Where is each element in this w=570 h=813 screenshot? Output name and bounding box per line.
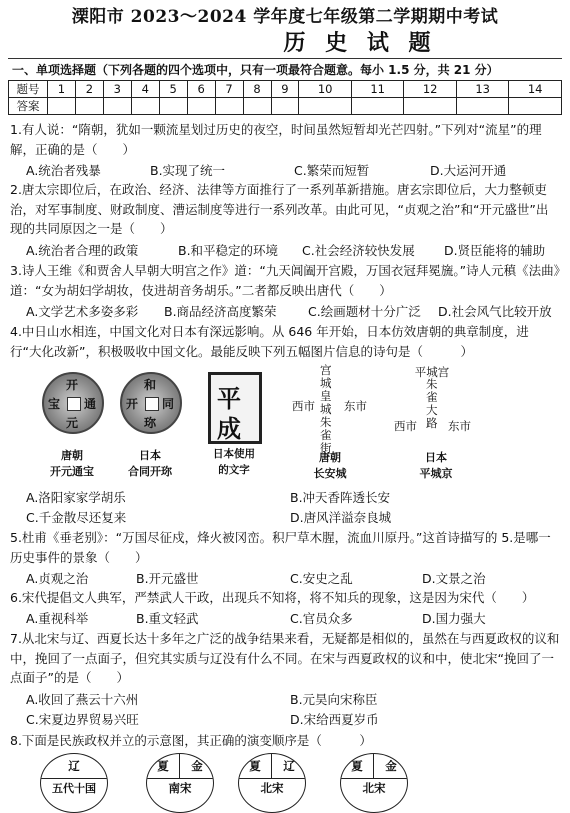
question-number: 14 [509,81,562,98]
map-char: 雀 [426,390,438,404]
question-6-stem: 6.宋代提倡文人典军，严禁武人干政，出现兵不知将，将不知兵的现象，这是因为宋代（ ） [10,590,535,605]
question-1-option-b: B.实现了统一 [150,163,226,178]
question-5-option-d: D.文景之治 [422,571,486,586]
map-char: 朱 [426,377,438,391]
question-7-option-d: D.宋给西夏岁币 [290,712,379,727]
answer-cell[interactable] [187,98,215,115]
answer-cell[interactable] [271,98,299,115]
question-3-option-d: D.社会风气比较开放 [438,304,552,319]
heijokyo-caption [400,450,472,482]
caption-line: 合同开珎 [128,465,172,478]
question-1-option-a: A.统治者残暴 [26,163,101,178]
caption-line: 的文字 [218,464,250,476]
question-6-option-c: C.官员众多 [290,611,353,626]
text-image-caption [196,446,272,478]
coin-char: 宝 [48,397,61,411]
regime-label: 夏 [249,759,261,773]
question-number: 5 [159,81,187,98]
heijokyo-map-figure [388,364,484,486]
caption-line: 长安城 [313,467,347,480]
answer-table [8,80,562,115]
question-4-stem: 4.中日山水相连，中国文化对日本有深远影响。从 646 年开始，日本仿效唐朝的典章制度，进行“大化改新”，积极吸收中国文化。最能反映下列五幅图片信息的诗句是（ ） [10,324,529,359]
kaiyuan-coin-image [42,372,104,434]
table-row-label: 题号 [9,81,48,98]
table-row-label: 答案 [9,98,48,115]
regime-diagram-4 [340,753,408,813]
coin-char: 同 [162,397,175,411]
regime-label: 北宋 [260,781,284,795]
caption-line: 平城京 [419,467,453,480]
answer-cell[interactable] [509,98,562,115]
map-char: 皇 [320,389,332,403]
question-7-stem: 7.从北宋与辽、西夏长达十多年之广泛的战争结果来看，无疑都是相似的，虽然在与西夏政权的议和中，挽回了一点面子，但究其实质与辽没有什么不同。在宋与西夏政权的议和中，使北宋“挽回了一点面子”的是（ ） [10,631,560,685]
answer-cell[interactable] [75,98,103,115]
question-number: 3 [103,81,131,98]
question-2-option-c: C.社会经济较快发展 [302,243,415,258]
coin-char: 开 [66,378,79,392]
coin-char: 珎 [144,416,157,430]
text-image-char: 平 [217,384,241,413]
coin-char: 通 [84,397,97,411]
question-5-option-c: C.安史之乱 [290,571,353,586]
regime-label: 辽 [283,759,295,773]
answer-cell[interactable] [243,98,271,115]
answer-cell[interactable] [215,98,243,115]
map-main-road [426,378,438,430]
question-7-option-c: C.宋夏边界贸易兴旺 [26,712,139,727]
question-5-option-b: B.开元盛世 [136,571,199,586]
question-5-stem: 5.杜甫《垂老别》：“万国尽征戍，烽火被冈峦。积尸草木腥，流血川原丹。”这首诗描写的 5.是哪一历史事件的景象（ ） [10,530,551,565]
section-heading: 一、单项选择题（下列各题的四个选项中，只有一项最符合题意。每小 1.5 分，共 21 分） [12,63,499,77]
question-2-option-b: B.和平稳定的环境 [178,243,279,258]
question-number: 1 [48,81,76,98]
question-2-stem: 2.唐太宗即位后，在政治、经济、法律等方面推行了一系列革新措施。唐玄宗即位后，大力整顿吏治，对军事制度、财政制度、漕运制度等进行一系列改革。由此可见，“贞观之治”和“开元盛世”出现的共同原因之一是（ ） [10,182,549,236]
answer-cell[interactable] [103,98,131,115]
question-7-option-b: B.元昊向宋称臣 [290,692,378,707]
regime-label: 南宋 [168,781,192,795]
regime-label: 北宋 [362,781,386,795]
question-number: 12 [404,81,456,98]
coin2-caption [118,448,182,480]
answer-table-answer-row [9,98,562,115]
question-6-option-d: D.国力强大 [422,611,486,626]
regime-label: 金 [191,759,203,773]
question-3-stem: 3.诗人王维《和贾舍人早朝大明宫之作》道：“九天阊阖开宫殿，万国衣冠拜冕旒。”诗人元稹《法曲》道：“女为胡妇学胡妆，伎进胡音务胡乐。”二者都反映出唐代（ ） [10,263,560,298]
caption-line: 日本 [139,449,161,462]
map-east-market: 东市 [344,399,367,413]
question-1-option-d: D.大运河开通 [430,163,507,178]
question-number: 10 [299,81,351,98]
answer-cell[interactable] [456,98,508,115]
text-image-char: 成 [217,414,241,443]
map-char: 大 [426,403,438,417]
coin1-caption [40,448,104,480]
coin-char: 元 [66,416,79,430]
question-number: 13 [456,81,508,98]
heisei-text-image [208,372,262,444]
caption-line: 开元通宝 [50,465,94,478]
question-3-option-b: B.商品经济高度繁荣 [164,304,277,319]
question-6-option-a: A.重视科举 [26,611,89,626]
answer-cell[interactable] [48,98,76,115]
question-number: 6 [187,81,215,98]
answer-cell[interactable] [299,98,351,115]
regime-label: 五代十国 [52,782,96,795]
coin-char: 和 [144,378,157,392]
map-east-market: 东市 [448,419,471,433]
regime-diagram-2 [146,753,214,813]
answer-cell[interactable] [159,98,187,115]
map-palace [320,364,332,455]
changan-caption [294,450,366,482]
regime-diagram-3 [238,753,306,813]
question-4-option-b: B.冲天香阵透长安 [290,490,391,505]
question-number: 2 [75,81,103,98]
caption-line: 日本 [425,451,447,464]
question-number: 9 [271,81,299,98]
answer-cell[interactable] [404,98,456,115]
wadokaichin-coin-image [120,372,182,434]
question-number: 11 [351,81,403,98]
caption-line: 唐朝 [61,449,83,462]
question-5-option-a: A.贞观之治 [26,571,89,586]
caption-line: 日本使用 [213,448,255,460]
regime-diagram-1 [40,753,108,813]
map-char: 平 [414,365,427,379]
question-4-option-d: D.唐风洋溢奈良城 [290,510,392,525]
question-2-option-a: A.统治者合理的政策 [26,243,139,258]
coin-char: 开 [126,397,139,411]
question-number: 4 [131,81,159,98]
answer-cell[interactable] [131,98,159,115]
question-7-option-a: A.收回了燕云十六州 [26,692,139,707]
question-3-option-c: C.绘画题材十分广泛 [308,304,421,319]
answer-cell[interactable] [351,98,403,115]
question-6-option-b: B.重文轻武 [136,611,199,626]
map-char: 城 [426,365,438,379]
exam-subtitle: 历 史 试 题 [283,30,437,56]
caption-line: 唐朝 [319,451,341,464]
regime-label: 夏 [157,759,169,773]
question-1-stem: 1.有人说：“隋朝，犹如一颗流星划过历史的夜空，时间虽然短暂却光芒四射。”下列对“流星”的理解，正确的是（ ） [10,122,542,157]
coin-figures [40,368,220,486]
map-char: 城 [320,376,332,390]
answer-table-number-row [9,81,562,98]
map-char: 宫 [320,363,332,377]
map-char: 宫 [437,365,450,379]
map-west-market: 西市 [292,399,315,413]
question-4-option-c: C.千金散尽还复来 [26,510,127,525]
map-char: 雀 [320,428,332,442]
map-char: 街 [320,441,332,455]
question-3-option-a: A.文学艺术多姿多彩 [26,304,139,319]
question-2-option-d: D.贤臣能将的辅助 [444,243,546,258]
question-1-option-c: C.繁荣而短暂 [294,163,370,178]
question-4-option-a: A.洛阳家家学胡乐 [26,490,126,505]
regime-label: 辽 [68,759,80,773]
map-char: 路 [426,416,438,430]
header-divider [8,58,562,59]
regime-label: 金 [385,759,397,773]
map-west-market: 西市 [394,419,417,433]
changan-map-figure [284,364,376,486]
question-number: 7 [215,81,243,98]
heisei-text-figure [196,366,276,486]
map-char: 朱 [320,415,332,429]
question-number: 8 [243,81,271,98]
regime-label: 夏 [351,759,363,773]
question-8-stem: 8.下面是民族政权并立的示意图，其正确的演变顺序是（ ） [10,733,372,748]
map-char: 城 [320,402,332,416]
exam-title: 溧阳市 2023～2024 学年度七年级第二学期期中考试 [71,7,499,27]
